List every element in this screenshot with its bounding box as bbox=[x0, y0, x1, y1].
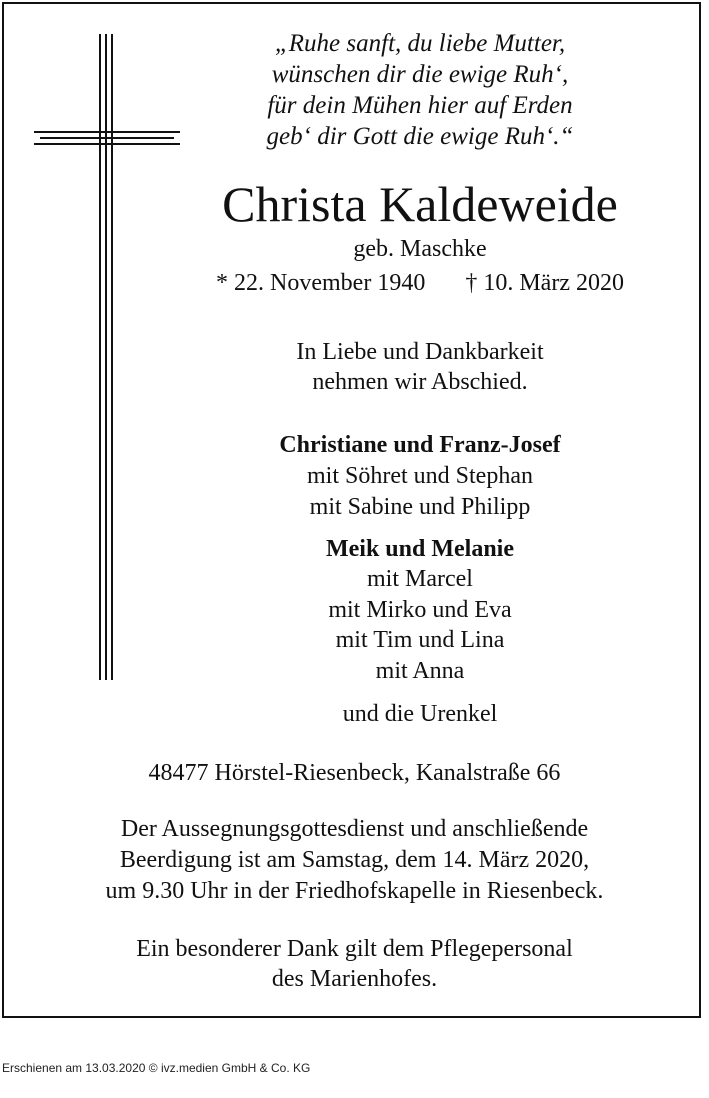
family-2-member: mit Marcel bbox=[367, 566, 473, 592]
family-2-member: mit Tim und Lina bbox=[335, 627, 505, 653]
service-line-1: Der Aussegnungsgottesdienst und anschließende bbox=[120, 816, 589, 842]
family-1-member: mit Sabine und Philipp bbox=[309, 494, 531, 520]
family-2-member: mit Mirko und Eva bbox=[328, 597, 512, 623]
poem-line-3: für dein Mühen hier auf Erden bbox=[267, 92, 573, 119]
address: 48477 Hörstel-Riesenbeck, Kanalstraße 66 bbox=[148, 760, 561, 786]
poem-line-2: wünschen dir die ewige Ruh‘, bbox=[271, 61, 569, 88]
life-dates bbox=[135, 270, 705, 297]
farewell-line-2: nehmen wir Abschied. bbox=[312, 369, 528, 395]
thanks-line-2: des Marienhofes. bbox=[271, 966, 438, 992]
great-grandchildren: und die Urenkel bbox=[342, 701, 498, 727]
family-1-member: mit Söhret und Stephan bbox=[307, 463, 533, 489]
family-2-member: mit Anna bbox=[375, 658, 465, 684]
service-line-3: um 9.30 Uhr in der Friedhofskapelle in Riesenbeck. bbox=[105, 878, 604, 904]
deceased-name: Christa Kaldeweide bbox=[222, 176, 618, 232]
birth-date: * 22. November 1940 bbox=[216, 270, 426, 296]
publication-footer: Erschienen am 13.03.2020 © ivz.medien GmbH & Co. KG bbox=[2, 1061, 311, 1075]
poem-line-1: „Ruhe sanft, du liebe Mutter, bbox=[274, 30, 566, 57]
service-line-2: Beerdigung ist am Samstag, dem 14. März 2020, bbox=[119, 847, 590, 873]
poem-line-4: geb‘ dir Gott die ewige Ruh‘.“ bbox=[266, 123, 574, 150]
farewell-line-1: In Liebe und Dankbarkeit bbox=[296, 339, 544, 365]
family-1-head: Christiane und Franz-Josef bbox=[279, 432, 561, 458]
thanks-line-1: Ein besonderer Dank gilt dem Pflegepersonal bbox=[136, 936, 573, 962]
birth-name: geb. Maschke bbox=[353, 236, 487, 262]
death-date: † 10. März 2020 bbox=[465, 270, 624, 296]
family-2-head: Meik und Melanie bbox=[325, 536, 514, 562]
